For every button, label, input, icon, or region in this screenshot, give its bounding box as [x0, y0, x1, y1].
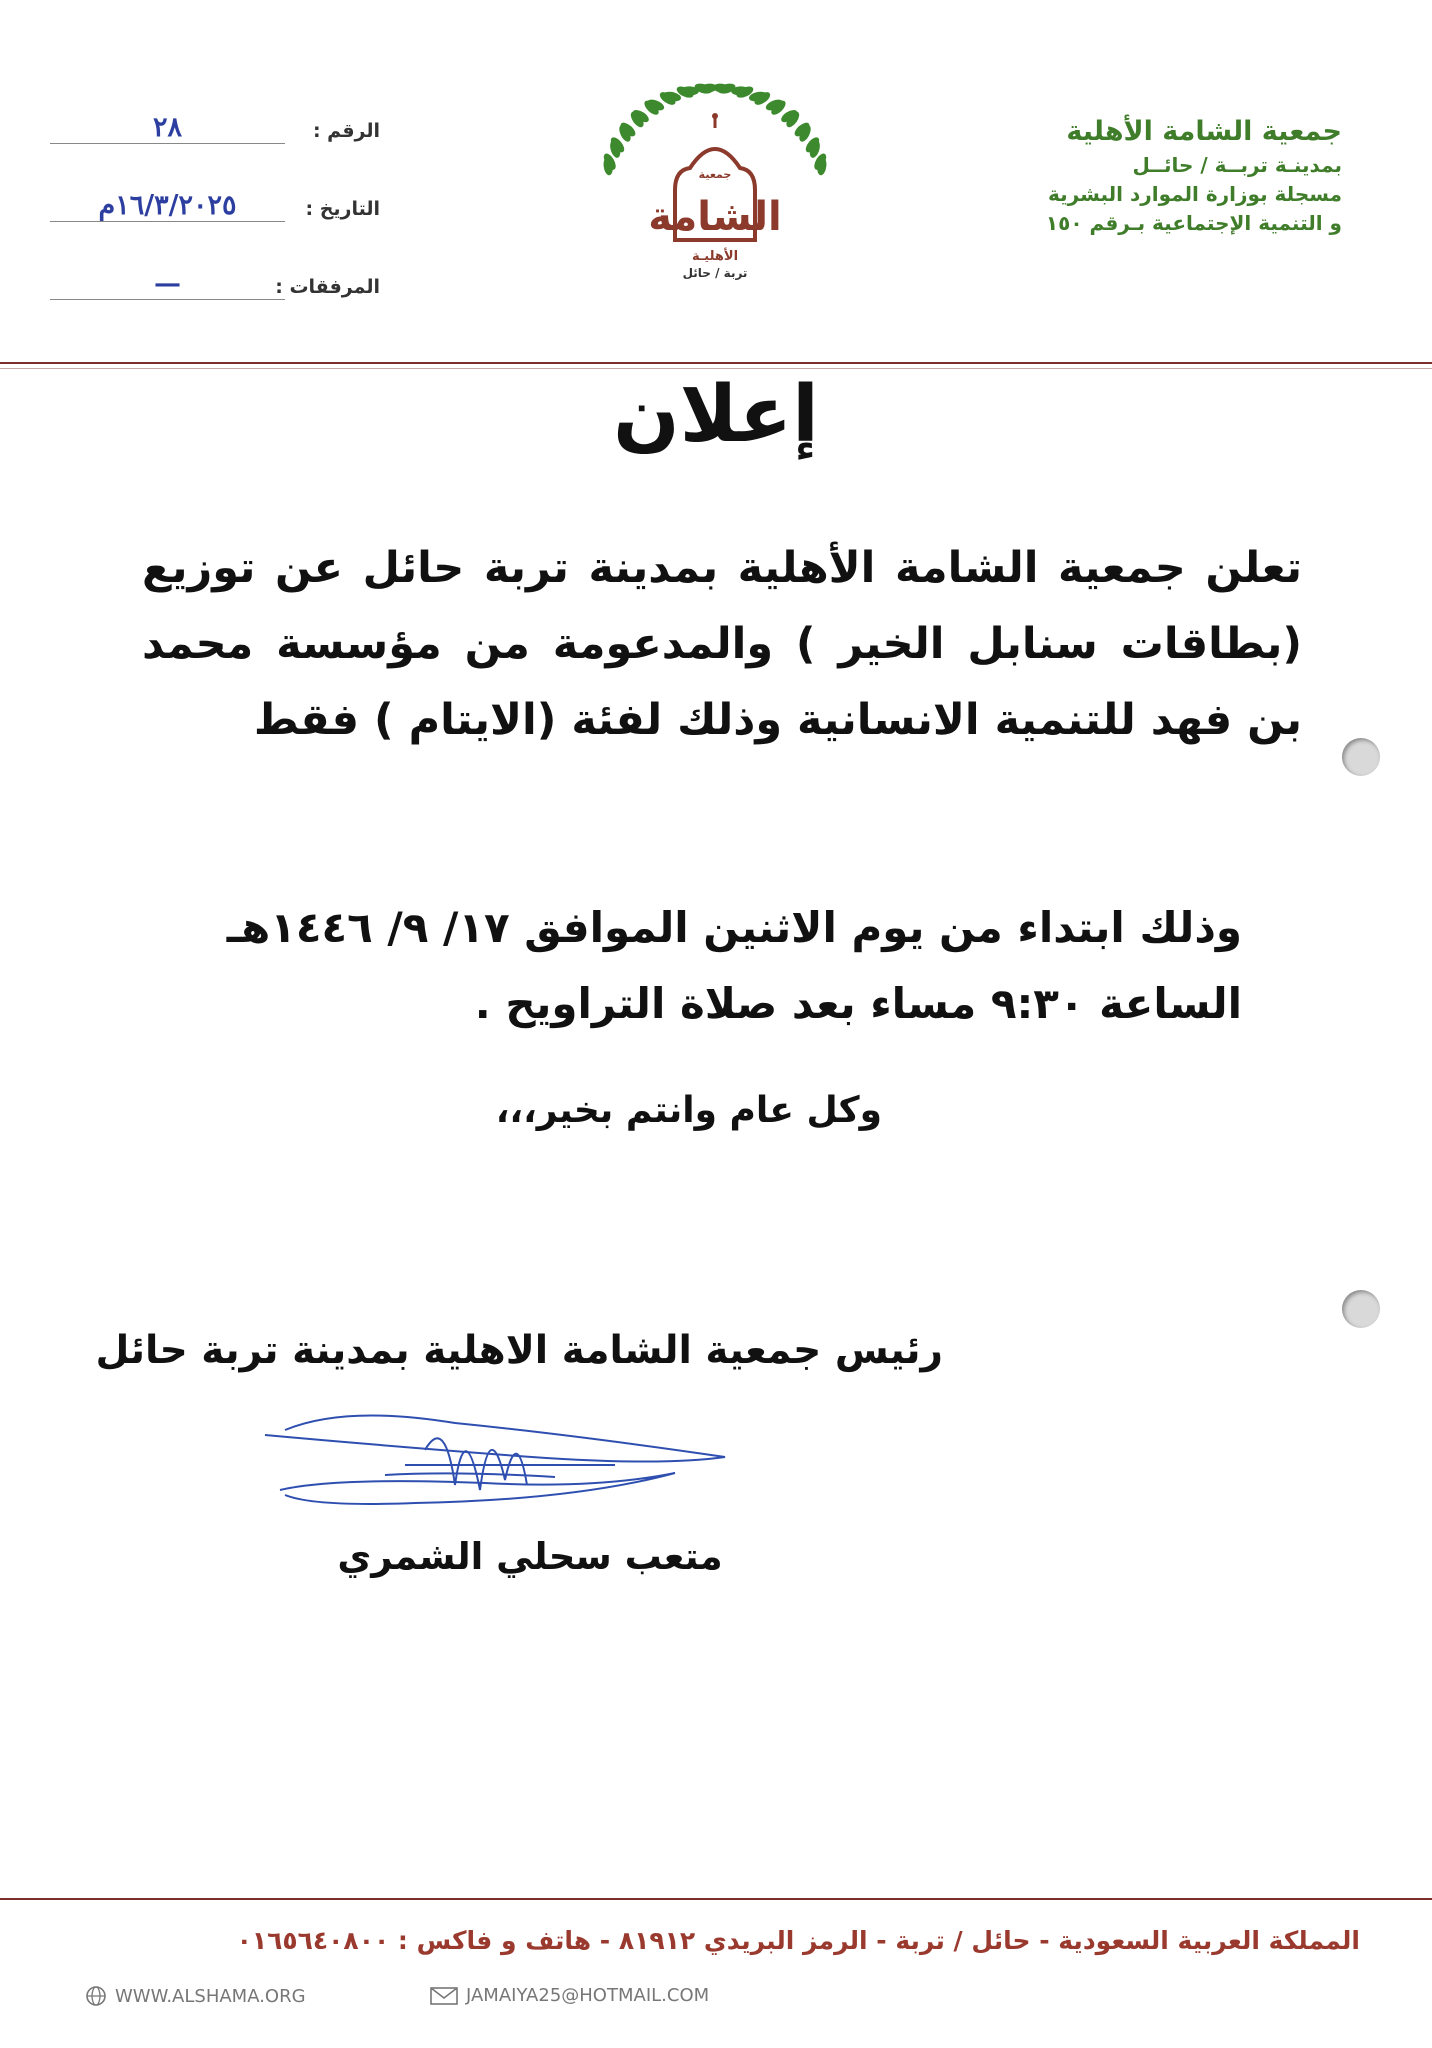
- announcement-title: إعلان: [613, 370, 819, 460]
- reference-date-label: التاريخ :: [305, 198, 380, 220]
- reference-number: [50, 112, 380, 160]
- header-divider-thin: [0, 368, 1432, 369]
- organization-registration-2: و التنمية الإجتماعية بـرقم ١٥٠: [1045, 211, 1342, 236]
- reference-date-value: ١٦/٣/٢٠٢٥م: [50, 190, 285, 222]
- reference-number-label: الرقم :: [312, 120, 380, 142]
- footer-email[interactable]: [430, 1985, 709, 2006]
- organization-city: بمدينـة تربــة / حائــل: [1132, 153, 1342, 178]
- wreath-logo-icon: [570, 70, 860, 320]
- footer-website-text[interactable]: WWW.ALSHAMA.ORG: [115, 1985, 306, 2007]
- organization-registration-1: مسجلة بوزارة الموارد البشرية: [1048, 182, 1342, 207]
- envelope-icon: [430, 1986, 458, 2006]
- punch-hole-bottom: [1342, 1290, 1380, 1328]
- footer-address: المملكة العربية السعودية - حائل / تربة - الرمز البريدي ٨١٩١٢ - هاتف و فاكس : ٠١٦٥٦٤٠٨٠٠: [236, 1926, 1360, 1955]
- schedule-line-2: الساعة ٩:٣٠ مساء بعد صلاة التراويح .: [474, 979, 1242, 1028]
- handwritten-signature: [255, 1395, 735, 1525]
- logo-main-word: الشامة: [648, 194, 782, 240]
- organization-logo: [570, 70, 860, 320]
- logo-top-word: جمعية: [698, 168, 732, 181]
- reference-attachments-value: —: [50, 268, 285, 300]
- greeting: وكل عام وانتم بخير،،،: [495, 1090, 882, 1131]
- reference-attachments-label: المرفقات :: [275, 276, 380, 298]
- logo-sub-1: الأهليـة: [691, 249, 739, 264]
- reference-number-value: ٢٨: [50, 112, 285, 144]
- signature-icon: [255, 1395, 735, 1525]
- footer-email-text[interactable]: JAMAIYA25@HOTMAIL.COM: [466, 1985, 710, 2006]
- reference-attachments: [50, 268, 380, 316]
- signatory-title: رئيس جمعية الشامة الاهلية بمدينة تربة حائل: [95, 1328, 943, 1373]
- organization-name: جمعية الشامة الأهلية: [1066, 116, 1342, 147]
- reference-date: [50, 190, 380, 238]
- globe-icon: [85, 1985, 107, 2007]
- organization-header: [922, 112, 1342, 238]
- announcement-schedule: [142, 890, 1242, 1042]
- announcement-body: تعلن جمعية الشامة الأهلية بمدينة تربة حائل عن توزيع (بطاقات سنابل الخير ) والمدعومة من مؤسسة محمد بن فهد للتنمية الانسانية وذلك لفئة (الايتام ) فقط: [142, 543, 1302, 745]
- signatory-name: متعب سحلي الشمري: [337, 1535, 723, 1578]
- logo-sub-2: تربة / حائل: [682, 266, 748, 280]
- schedule-line-1: وذلك ابتداء من يوم الاثنين الموافق ١٧/ ٩/ ١٤٤٦هـ: [226, 903, 1242, 952]
- footer-divider: [0, 1898, 1432, 1900]
- header-divider: [0, 362, 1432, 364]
- punch-hole-top: [1342, 738, 1380, 776]
- footer-website[interactable]: [85, 1985, 306, 2007]
